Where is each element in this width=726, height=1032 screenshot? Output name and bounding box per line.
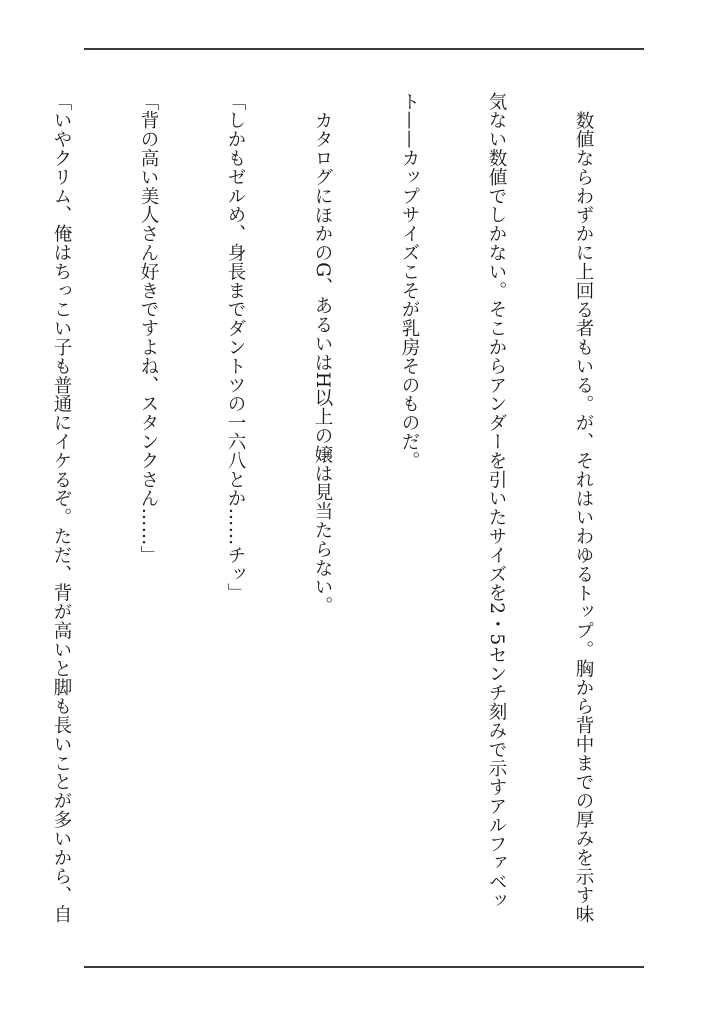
vertical-text-body bbox=[0, 92, 656, 942]
bottom-rule bbox=[84, 966, 644, 968]
top-rule bbox=[84, 48, 644, 50]
text-column: カタログにほかのG、あるいはH以上の嬢は見当たらない。 bbox=[312, 111, 333, 616]
text-column: 数値ならわずかに上回る者もいる。が、それはいわゆるトップ。胸から背中までの厚みを示す味 bbox=[573, 111, 594, 924]
text-column: ト——カップサイズこそが乳房そのものだ。 bbox=[399, 92, 420, 470]
text-column: 「いやクリム、俺はちっこい子も普通にイケるぞ。ただ、背が高いと脚も長いことが多いから、自 bbox=[51, 92, 72, 924]
text-column: 気ない数値でしかない。そこからアンダーを引いたサイズを2・5センチ刻みで示すアルファベッ bbox=[486, 92, 507, 911]
text-column: 「しかもゼルめ、身長までダントツの一六八とか……チッ」 bbox=[225, 92, 246, 603]
text-column: 「背の高い美人さん好きですよね、スタンクさん……」 bbox=[138, 92, 159, 565]
